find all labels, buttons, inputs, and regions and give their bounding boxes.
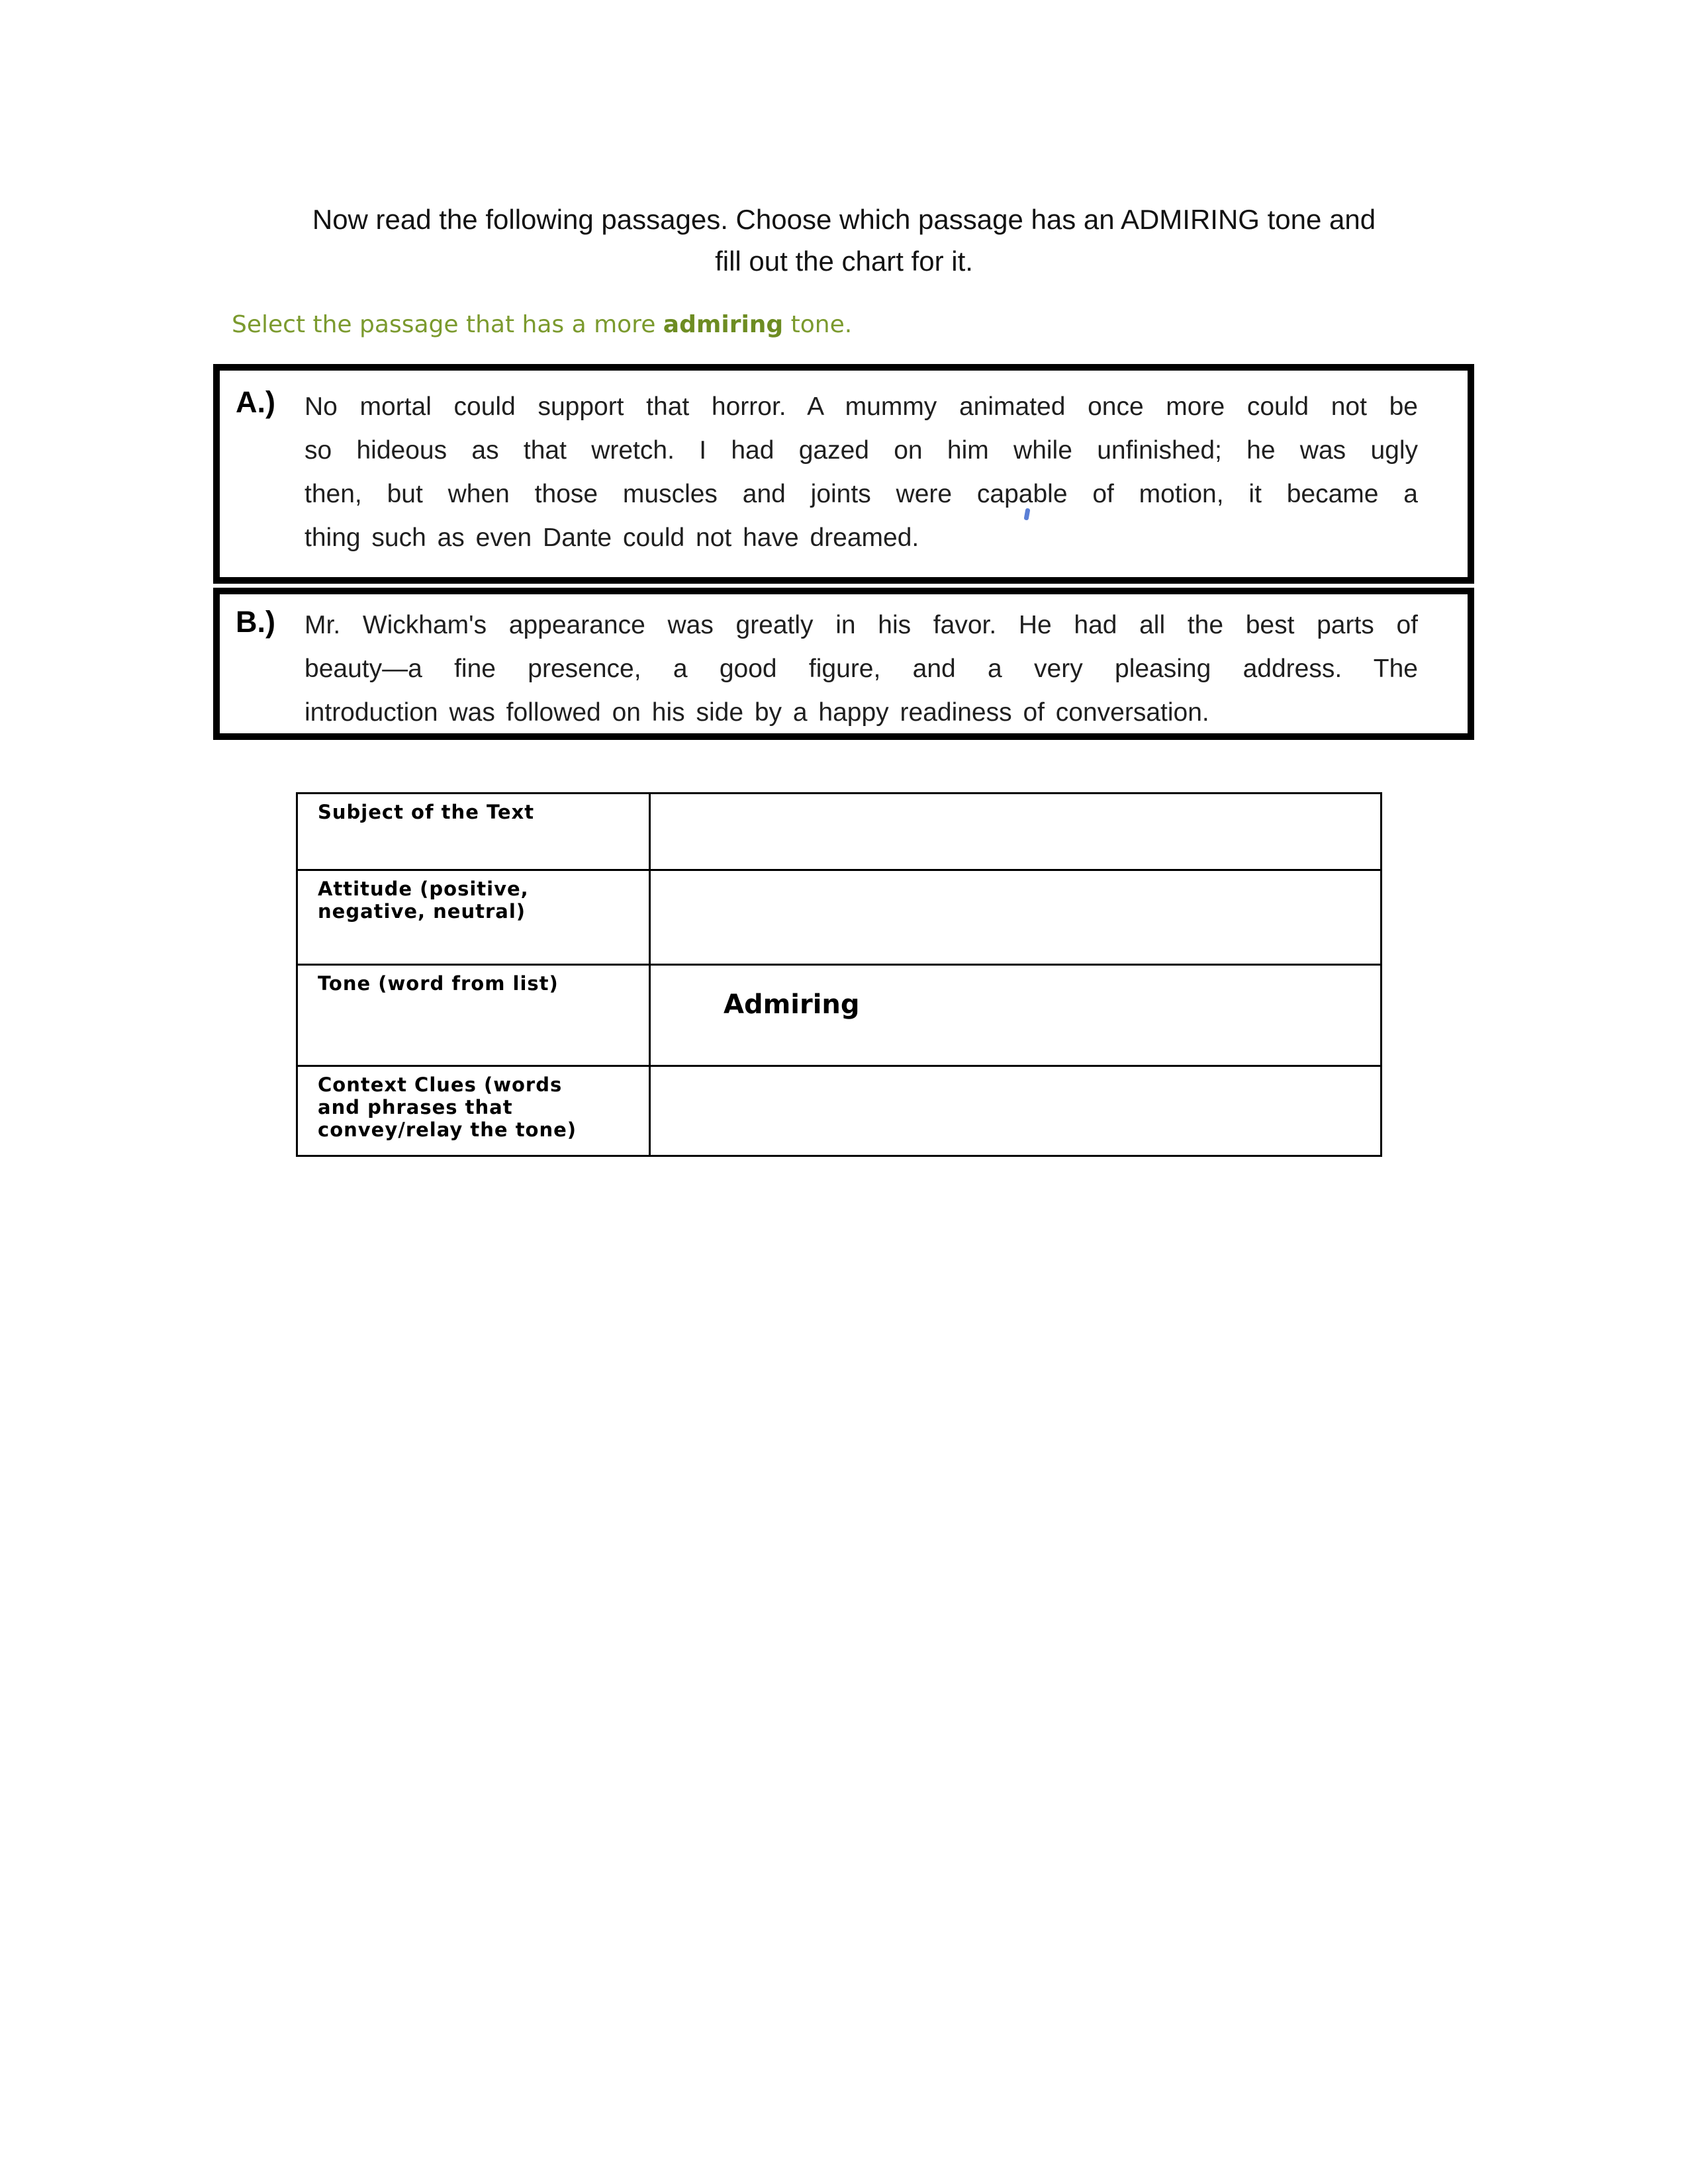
passage-a-label: A.) xyxy=(236,385,275,419)
tone-answer-text: Admiring xyxy=(724,989,860,1020)
passage-b-line-1: Mr. Wickham's appearance was greatly in his favor. He had all the best parts of xyxy=(305,611,1418,639)
passage-a-line-4: thing such as even Dante could not have dreamed. xyxy=(305,523,919,552)
header-line: Subject of the Text xyxy=(318,801,535,823)
instruction-prefix: Select the passage that has a more xyxy=(232,311,663,338)
passage-a-text xyxy=(305,371,1418,560)
header-line: Attitude (positive, xyxy=(318,878,529,900)
header-line: negative, neutral) xyxy=(318,900,526,923)
instruction-highlight: admiring xyxy=(663,311,784,338)
subject-input-cell[interactable] xyxy=(650,794,1382,870)
passage-a-line-2: so hideous as that wretch. I had gazed on him while unfinished; he was ugly xyxy=(305,436,1418,465)
tone-chart-table xyxy=(296,792,1382,1157)
attitude-input-cell[interactable] xyxy=(650,870,1382,965)
passage-a-line-3: then, but when those muscles and joints were capable of motion, it became a xyxy=(305,480,1418,508)
passage-b-line-3: introduction was followed on his side by a happy readiness of conversation. xyxy=(305,698,1209,727)
table-header-context-clues xyxy=(297,1066,650,1156)
page-title-line-2: fill out the chart for it. xyxy=(715,246,973,277)
header-line: and phrases that xyxy=(318,1096,513,1118)
header-line: Tone (word from list) xyxy=(318,972,559,995)
passage-a-line-1: No mortal could support that horror. A mummy animated once more could not be xyxy=(305,392,1418,421)
table-row-attitude xyxy=(297,870,1382,965)
header-line: convey/relay the tone) xyxy=(318,1118,577,1141)
header-line: Context Clues (words xyxy=(318,1073,563,1096)
instruction-suffix: tone. xyxy=(783,311,853,338)
passage-b-label: B.) xyxy=(236,605,275,639)
context-clues-input-cell[interactable] xyxy=(650,1066,1382,1156)
table-row-subject xyxy=(297,794,1382,870)
table-header-attitude xyxy=(297,870,650,965)
page-title-line-1: Now read the following passages. Choose which passage has an ADMIRING tone and xyxy=(312,204,1376,235)
table-header-tone xyxy=(297,965,650,1066)
passage-b-line-2: beauty—a fine presence, a good figure, and a very pleasing address. The xyxy=(305,655,1418,683)
passage-option-a[interactable] xyxy=(213,364,1474,584)
passage-b-text xyxy=(305,594,1418,735)
page-title xyxy=(199,199,1489,282)
passage-option-b[interactable] xyxy=(213,588,1474,740)
table-header-subject xyxy=(297,794,650,870)
table-row-tone xyxy=(297,965,1382,1066)
table-row-context-clues xyxy=(297,1066,1382,1156)
tone-value-cell[interactable] xyxy=(650,965,1382,1066)
instruction-line xyxy=(232,308,852,341)
